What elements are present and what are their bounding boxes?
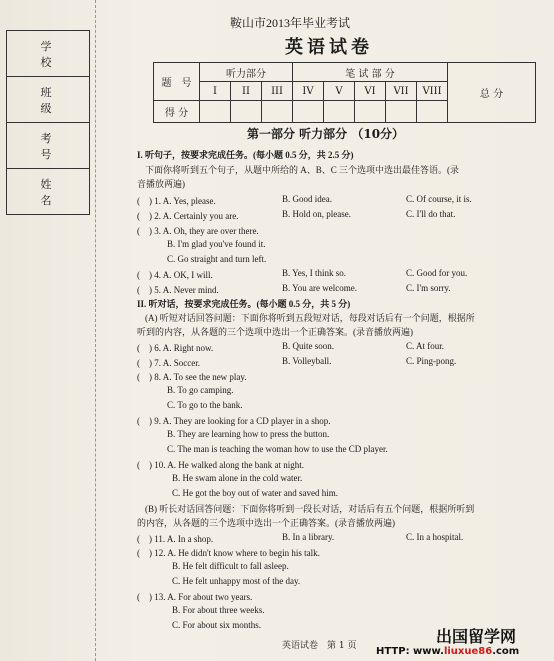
question-line: C. Of course, it is. (406, 194, 472, 204)
question-line: ( ) 6. A. Right now. (137, 343, 214, 353)
question-line: B. Quite soon. (282, 341, 335, 351)
question-line: B. I'm glad you've found it. (167, 239, 266, 249)
question-line: C. Good for you. (406, 268, 468, 278)
info-name: 姓 名 (7, 169, 90, 215)
score-cell (355, 101, 386, 123)
question-line: ( ) 9. A. They are looking for a CD player in a shop. (137, 416, 331, 426)
watermark-url (376, 646, 519, 657)
question-line: B. You are welcome. (282, 283, 357, 293)
question-line: ( ) 8. A. To see the new play. (137, 372, 247, 382)
question-line: C. At four. (406, 341, 445, 351)
question-line: B. Hold on, please. (282, 209, 351, 219)
question-line: B. In a library. (282, 532, 335, 542)
question-line: C. To go to the bank. (167, 400, 243, 410)
score-cell (386, 101, 417, 123)
question-line: ( ) 12. A. He didn't know where to begin his talk. (137, 548, 320, 558)
question-line: B. Good idea. (282, 194, 332, 204)
exam-title: 鞍山市2013年毕业考试 (230, 16, 351, 30)
question-line: 下面你将听到五个句子，从题中所给的 A、B、C 三个选项中选出最佳答语。(录 (145, 165, 460, 175)
question-line: (B) 听长对话回答问题：下面你将听到一段长对话，对话后有五个问题，根据所听到 (145, 504, 475, 514)
question-line: C. For about six months. (172, 620, 262, 630)
score-col: I (200, 82, 231, 101)
page-footer: 英语试卷 第 1 页 (282, 641, 357, 651)
score-listening-label: 听力部分 (200, 63, 293, 82)
question-line: ( ) 13. A. For about two years. (137, 592, 253, 602)
score-row-label: 得 分 (154, 101, 200, 123)
question-line: 听到的内容，从各题的三个选项中选出一个正确答案。(录音播放两遍) (137, 327, 413, 337)
question-line: B. Yes, I think so. (282, 268, 347, 278)
question-line: ( ) 5. A. Never mind. (137, 285, 219, 295)
score-cell (231, 101, 262, 123)
watermark-url-suffix: .com (492, 646, 520, 657)
score-writing-label: 笔 试 部 分 (293, 63, 448, 82)
paper-title: 英语试卷 (285, 37, 373, 58)
score-col: V (324, 82, 355, 101)
question-line: B. He swam alone in the cold water. (172, 473, 303, 483)
question-line: C. He felt unhappy most of the day. (172, 576, 301, 586)
student-info-table (6, 30, 90, 215)
question-line: B. To go camping. (167, 385, 234, 395)
question-line: ( ) 7. A. Soccer. (137, 358, 200, 368)
question-line: ( ) 1. A. Yes, please. (137, 196, 216, 206)
score-topic-label: 题 号 (154, 63, 200, 101)
question-line: ( ) 4. A. OK, I will. (137, 270, 213, 280)
score-col: VIII (417, 82, 448, 101)
question-line: C. In a hospital. (406, 532, 464, 542)
question-line: B. For about three weeks. (172, 605, 265, 615)
question-line: B. Volleyball. (282, 356, 332, 366)
score-cell (324, 101, 355, 123)
question-line: C. Go straight and turn left. (167, 254, 267, 264)
question-line: B. He felt difficult to fall asleep. (172, 561, 289, 571)
watermark-logo-text: 出国留学网 (436, 627, 517, 646)
score-total-label: 总 分 (448, 63, 536, 123)
info-exam-number: 考 号 (7, 123, 90, 169)
student-info-strip (0, 0, 96, 661)
watermark-url-prefix: HTTP: www. (376, 646, 444, 657)
score-cell (262, 101, 293, 123)
question-line: ( ) 11. A. In a shop. (137, 534, 214, 544)
question-line: II. 听对话，按要求完成任务。(每小题 0.5 分，共 5 分) (137, 299, 351, 309)
watermark-url-brand: liuxue86 (443, 646, 493, 657)
question-line: ( ) 3. A. Oh, they are over there. (137, 226, 259, 236)
question-line: C. He got the boy out of water and saved him. (172, 488, 338, 498)
info-school: 学 校 (7, 31, 90, 77)
score-cell (417, 101, 448, 123)
question-line: C. I'll do that. (406, 209, 456, 219)
score-table (153, 62, 536, 123)
question-line: B. They are learning how to press the button. (167, 429, 330, 439)
question-line: C. The man is teaching the woman how to use the CD player. (167, 444, 388, 454)
question-line: C. Ping-pong. (406, 356, 457, 366)
score-col: VI (355, 82, 386, 101)
info-class: 班 级 (7, 77, 90, 123)
question-line: 的内容，从各题的三个选项中选出一个正确答案。(录音播放两遍) (137, 518, 395, 528)
score-col: VII (386, 82, 417, 101)
score-cell (293, 101, 324, 123)
question-line: I. 听句子，按要求完成任务。(每小题 0.5 分，共 2.5 分) (137, 150, 354, 160)
score-col: III (262, 82, 293, 101)
question-line: C. I'm sorry. (406, 283, 451, 293)
question-line: ( ) 10. A. He walked along the bank at night. (137, 460, 304, 470)
score-cell (200, 101, 231, 123)
section-title: 第一部分 听力部分 （10分） (247, 127, 405, 141)
question-line: (A) 听短对话回答问题：下面你将听到五段短对话，每段对话后有一个问题，根据所 (145, 313, 475, 323)
score-col: IV (293, 82, 324, 101)
question-line: 音播放两遍) (137, 179, 185, 189)
score-col: II (231, 82, 262, 101)
question-line: ( ) 2. A. Certainly you are. (137, 211, 239, 221)
